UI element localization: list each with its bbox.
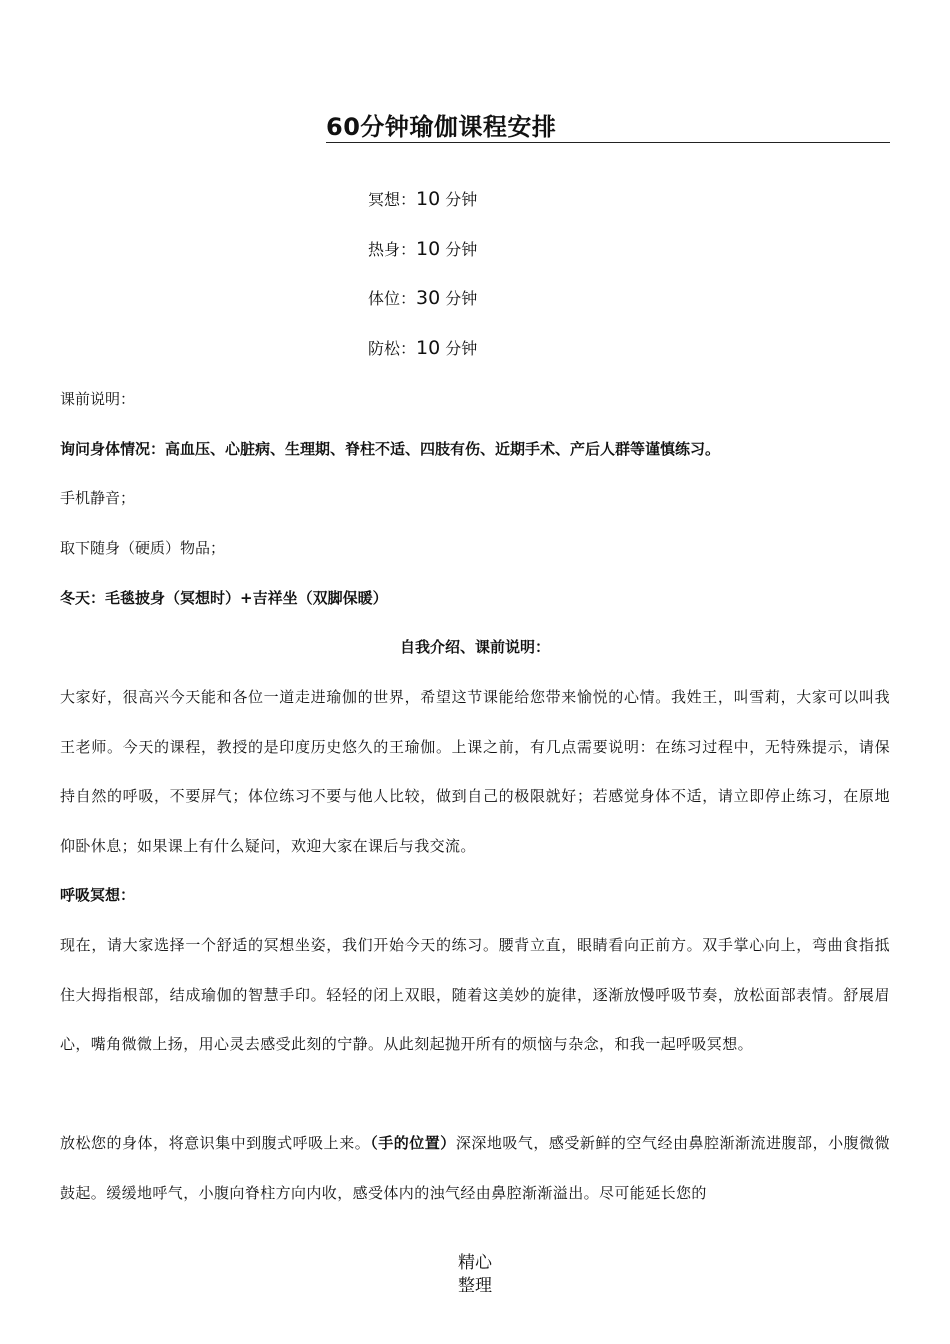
intro-paragraph: 大家好，很高兴今天能和各位一道走进瑜伽的世界，希望这节课能给您带来愉悦的心情。我姓王，叫雪莉，大家可以叫我王老师。今天的课程，教授的是印度历史悠久的王瑜伽。上课之前，有几点需要说明：在练习过程中，无特殊提示，请保持自然的呼吸，不要屏气；体位练习不要与他人比较，做到自己的极限就好；若感觉身体不适，请立即停止练习，在原地仰卧休息；如果课上有什么疑问，欢迎大家在课后与我交流。 [60,688,890,855]
schedule-unit: 分钟 [445,190,478,209]
schedule-unit: 分钟 [445,289,478,308]
breathing-heading: 呼吸冥想： [60,886,136,904]
schedule-minutes: 10 [416,337,441,359]
schedule-unit: 分钟 [445,240,478,259]
schedule-label: 冥想： [368,190,417,209]
relax-paragraph [60,1119,890,1218]
schedule-minutes: 10 [416,188,441,210]
schedule-item-relax [368,337,477,360]
document-title: 60分钟瑜伽课程安排 [326,112,890,143]
hand-position-note: （手的位置） [370,1134,456,1152]
schedule-minutes: 10 [416,238,441,260]
schedule-unit: 分钟 [445,339,478,358]
schedule-minutes: 30 [416,287,441,309]
schedule-item-warmup [368,238,477,261]
relax-paragraph-start: 放松您的身体，将意识集中到腹式呼吸上来。 [60,1134,371,1152]
intro-heading: 自我介绍、课前说明： [399,638,550,656]
footer-line-1: 精心 [458,1253,492,1273]
winter-note: 冬天：毛毯披身（冥想时）+吉祥坐（双脚保暖） [60,589,388,607]
schedule-label: 热身： [368,240,417,259]
schedule-label: 防松： [368,339,417,358]
footer-line-2: 整理 [458,1276,492,1296]
relax-paragraph-end: 深深地吸气，感受新鲜的空气经由鼻腔渐渐流进腹部，小腹微微鼓起。缓缓地呼气，小腹向脊柱方向内收，感受体内的浊气经由鼻腔渐渐溢出。尽可能延长您的 [60,1134,891,1202]
schedule-item-meditation [368,188,477,211]
schedule-item-asana [368,287,477,310]
breathing-paragraph: 现在，请大家选择一个舒适的冥想坐姿，我们开始今天的练习。腰背立直，眼睛看向正前方。双手掌心向上，弯曲食指抵住大拇指根部，结成瑜伽的智慧手印。轻轻的闭上双眼，随着这美妙的旋律，逐渐放慢呼吸节奏，放松面部表情。舒展眉心，嘴角微微上扬，用心灵去感受此刻的宁静。从此刻起抛开所有的烦恼与杂念，和我一起呼吸冥想。 [60,936,890,1054]
remove-items-note: 取下随身（硬质）物品； [60,539,226,557]
phone-silent-note: 手机静音； [60,489,136,507]
pre-class-heading: 课前说明： [60,390,136,408]
schedule-label: 体位： [368,289,417,308]
health-inquiry: 询问身体情况：高血压、心脏病、生理期、脊柱不适、四肢有伤、近期手术、产后人群等谨慎练习。 [60,440,721,458]
